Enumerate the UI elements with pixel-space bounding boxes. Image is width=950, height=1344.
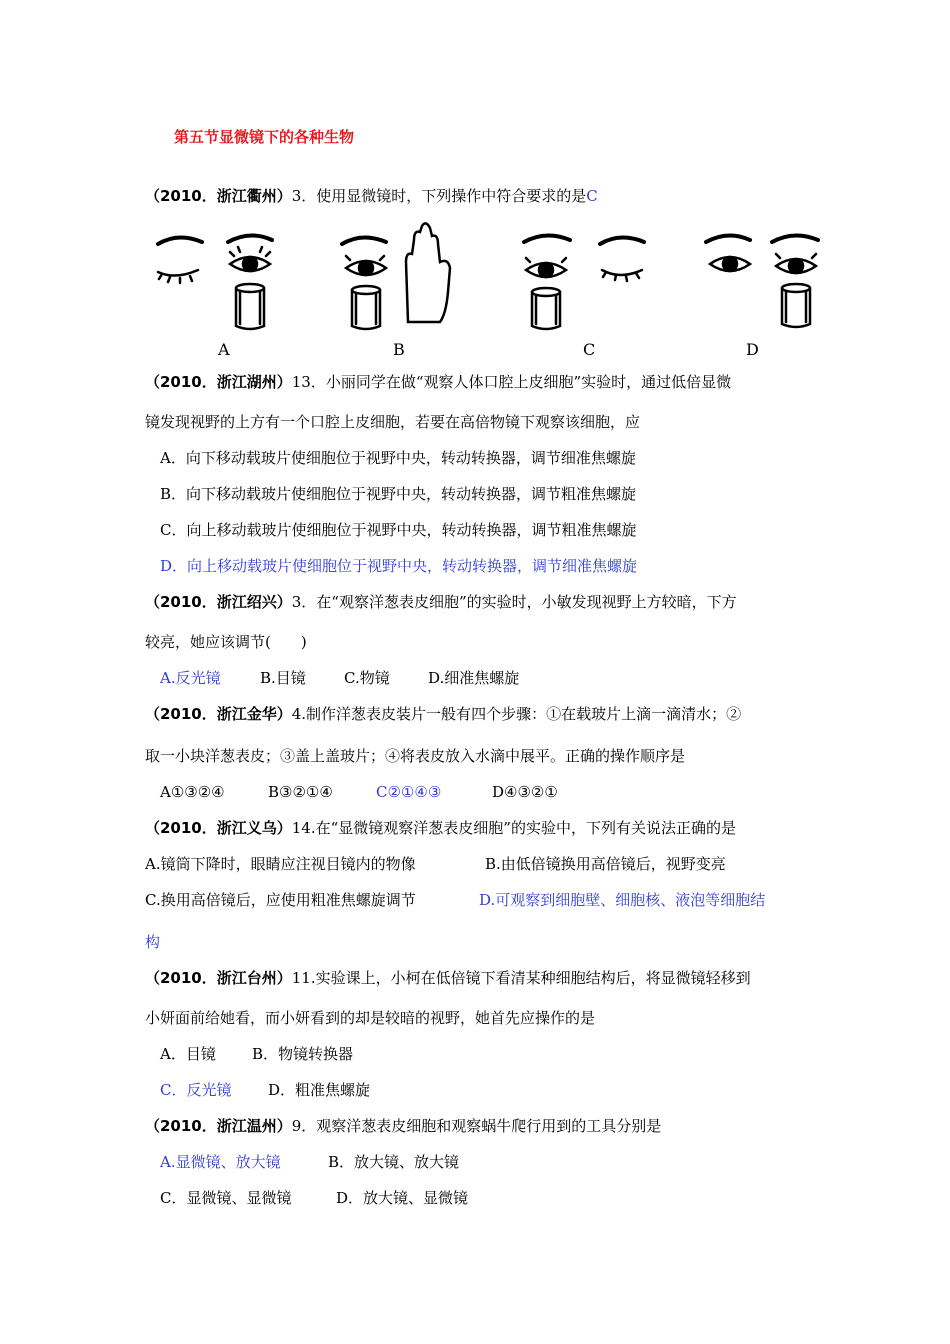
question-text-cont: 镜发现视野的上方有一个口腔上皮细胞，若要在高倍物镜下观察该细胞，应 xyxy=(145,413,641,431)
options-row xyxy=(160,1044,353,1064)
option-a: A.镜筒下降时，眼睛应注视目镜内的物像 xyxy=(145,855,416,873)
question-text: 3．使用显微镜时，下列操作中符合要求的是 xyxy=(291,187,587,205)
option-c-answer: C②①④③ xyxy=(376,783,442,801)
figure-label-c: C xyxy=(583,340,596,359)
question-source: （2010．浙江衢州） xyxy=(145,187,292,205)
question-2 xyxy=(145,372,731,392)
question-1 xyxy=(145,186,598,206)
option-d: D④③②① xyxy=(492,783,558,801)
option-d-answer: D．向上移动载玻片使细胞位于视野中央，转动转换器，调节细准焦螺旋 xyxy=(160,557,638,575)
question-source: （2010．浙江绍兴） xyxy=(145,593,292,611)
question-text: 3．在“观察洋葱表皮细胞”的实验时，小敏发现视野上方较暗，下方 xyxy=(291,593,737,611)
question-text-cont: 较亮，她应该调节( ) xyxy=(145,633,307,651)
option-d: D．粗准焦螺旋 xyxy=(268,1081,371,1099)
question-text: 11.实验课上，小柯在低倍镜下看清某种细胞结构后，将显微镜轻移到 xyxy=(291,969,751,987)
options-row xyxy=(160,1080,370,1100)
question-7 xyxy=(145,1116,661,1136)
question-text-cont: 取一小块洋葱表皮；③盖上盖玻片；④将表皮放入水滴中展平。正确的操作顺序是 xyxy=(145,747,686,765)
question-text: 4.制作洋葱表皮装片一般有四个步骤：①在载玻片上滴一滴清水；② xyxy=(291,705,742,723)
options-row xyxy=(160,1152,459,1172)
option-b: B.由低倍镜换用高倍镜后，视野变亮 xyxy=(485,855,726,873)
options-row xyxy=(160,1188,468,1208)
option-a: A．向下移动载玻片使细胞位于视野中央，转动转换器，调节细准焦螺旋 xyxy=(160,449,636,467)
question-text-cont: 小妍面前给她看，而小妍看到的却是较暗的视野，她首先应操作的是 xyxy=(145,1009,596,1027)
option-b: B．物镜转换器 xyxy=(252,1045,354,1063)
question-source: （2010．浙江湖州） xyxy=(145,373,292,391)
question-source: （2010．浙江台州） xyxy=(145,969,292,987)
question-text: 9．观察洋葱表皮细胞和观察蜗牛爬行用到的工具分别是 xyxy=(291,1117,662,1135)
question-6 xyxy=(145,968,751,988)
question-4 xyxy=(145,704,741,724)
question-source: （2010．浙江义乌） xyxy=(145,819,292,837)
page-title: 第五节显微镜下的各种生物 xyxy=(174,128,355,146)
options-row xyxy=(160,668,519,688)
option-c: C．显微镜、显微镜 xyxy=(160,1189,292,1207)
option-b: B.目镜 xyxy=(260,669,306,687)
figure-label-d: D xyxy=(746,340,759,359)
option-d: D．放大镜、显微镜 xyxy=(336,1189,469,1207)
option-c: C.物镜 xyxy=(344,669,390,687)
question-3 xyxy=(145,592,737,612)
question-source: （2010．浙江温州） xyxy=(145,1117,292,1135)
figure-label-a: A xyxy=(218,340,230,359)
option-c-answer: C．反光镜 xyxy=(160,1081,232,1099)
options-row xyxy=(160,782,558,802)
question-text: 14.在“显微镜观察洋葱表皮细胞”的实验中，下列有关说法正确的是 xyxy=(291,819,736,837)
option-a: A①③②④ xyxy=(160,783,225,801)
option-a: A．目镜 xyxy=(160,1045,216,1063)
option-b: B．放大镜、放大镜 xyxy=(328,1153,460,1171)
option-a-answer: A.反光镜 xyxy=(160,669,221,687)
option-d-answer-cont: 构 xyxy=(145,933,161,951)
question-5 xyxy=(145,818,736,838)
question-text: 13．小丽同学在做“观察人体口腔上皮细胞”实验时，通过低倍显微 xyxy=(291,373,732,391)
figure-label-b: B xyxy=(393,340,405,359)
option-b: B③②①④ xyxy=(268,783,333,801)
options-row xyxy=(145,890,765,910)
options-row xyxy=(145,854,726,874)
answer-mark: C xyxy=(586,187,598,205)
option-d: D.细准焦螺旋 xyxy=(428,669,520,687)
option-a-answer: A.显微镜、放大镜 xyxy=(160,1153,281,1171)
option-b: B．向下移动载玻片使细胞位于视野中央，转动转换器，调节粗准焦螺旋 xyxy=(160,485,637,503)
question-source: （2010．浙江金华） xyxy=(145,705,292,723)
option-c: C.换用高倍镜后，应使用粗准焦螺旋调节 xyxy=(145,891,416,909)
option-d-answer: D.可观察到细胞壁、细胞核、液泡等细胞结 xyxy=(479,891,766,909)
option-c: C．向上移动载玻片使细胞位于视野中央，转动转换器，调节粗准焦螺旋 xyxy=(160,521,637,539)
microscope-eye-figure xyxy=(150,222,830,342)
